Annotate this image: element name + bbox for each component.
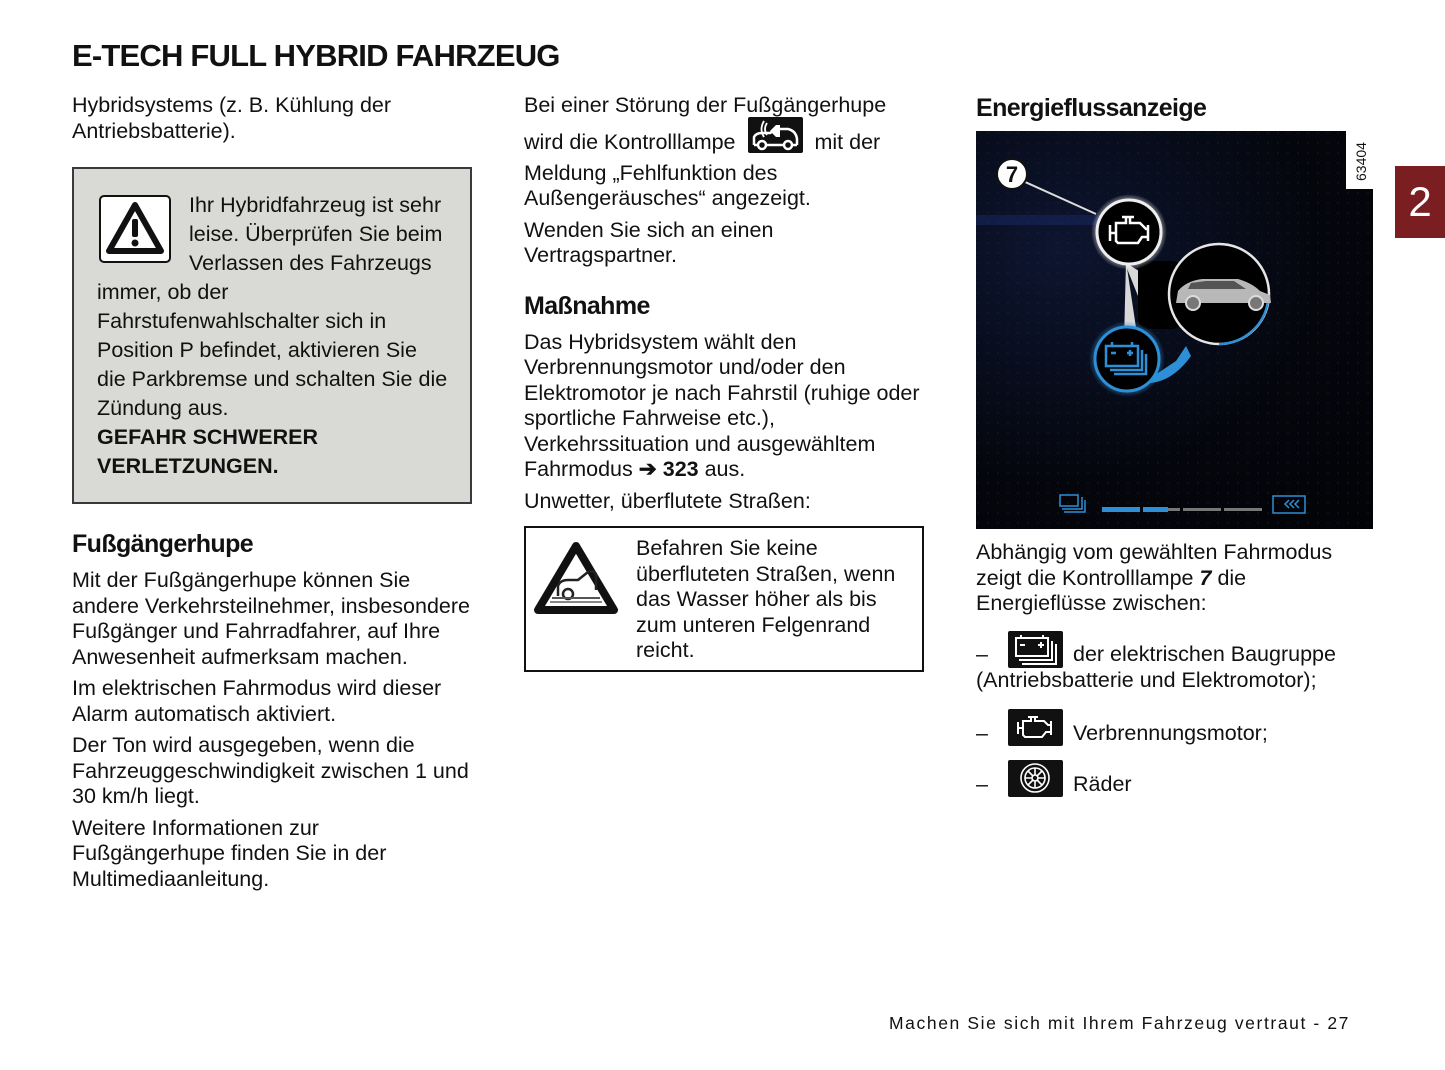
- section-heading-energy-flow: Energieflussanzeige: [976, 94, 1207, 122]
- description-text-end: die Energieflüsse zwischen:: [976, 565, 1247, 615]
- fault-text-after: mit der: [814, 129, 881, 154]
- fault-line-1: Bei einer Störung der Fußgängerhupe: [524, 93, 887, 117]
- paragraph: Der Ton wird ausgegeben, wenn die Fahrzeuggeschwindigkeit zwischen 1 und 30 km/h liegt.: [72, 733, 469, 808]
- battery-pack-icon: [1008, 631, 1063, 668]
- fault-message: Meldung „Fehlfunktion des Außengeräusches“ angezeigt.: [524, 160, 811, 211]
- flood-warning-box: [524, 526, 924, 672]
- measure-paragraph: [524, 330, 924, 483]
- callout-reference: 7: [1199, 565, 1212, 590]
- list-item: [976, 760, 1376, 797]
- paragraph: Mit der Fußgängerhupe können Sie andere Verkehrsteilnehmer, insbesondere Fußgänger und Fahrradfahrer, auf Ihre Anwesenheit aufmerksam machen.: [72, 568, 471, 669]
- list-item-continuation: (Antriebsbatterie und Elektromotor);: [976, 667, 1317, 692]
- warning-emphasis: GEFAHR SCHWERER VERLETZUNGEN.: [97, 425, 318, 478]
- flood-warning-text: Befahren Sie keine überfluteten Straßen, wenn das Wasser höher als bis zum unteren Felgenrand reicht.: [636, 536, 896, 663]
- measure-end: aus.: [704, 457, 746, 482]
- column-2: [524, 93, 924, 672]
- list-item: [976, 709, 1376, 746]
- section-heading-measure: Maßnahme: [524, 291, 650, 320]
- energy-flow-diagram: [976, 131, 1373, 529]
- section-heading-pedestrian-horn: Fußgängerhupe: [72, 530, 254, 558]
- measure-text: Das Hybridsystem wählt den Verbrennungsmotor und/oder den Elektromotor je nach Fahrstil (ruhige oder sportliche Fahrweise etc.), Verkehrssituation und ausgewähltem Fahrmodus: [524, 329, 920, 482]
- chapter-tab[interactable]: 2: [1395, 166, 1445, 238]
- pedestrian-horn-lamp-icon: [748, 117, 803, 153]
- callout-number: 7: [1005, 162, 1019, 187]
- list-item-text: der elektrischen Baugruppe: [1073, 642, 1336, 666]
- safety-warning-box: [72, 167, 472, 504]
- column-3: [976, 93, 1376, 123]
- engine-icon: [1008, 709, 1063, 746]
- paragraph: Im elektrischen Fahrmodus wird dieser Alarm automatisch aktiviert.: [72, 676, 442, 726]
- page-footer: Machen Sie sich mit Ihrem Fahrzeug vertraut - 27: [889, 1013, 1350, 1033]
- paragraph: Weitere Informationen zur Fußgängerhupe finden Sie in der Multimediaanleitung.: [72, 815, 387, 891]
- wheel-icon: [1008, 760, 1063, 797]
- image-code: 63404: [1353, 142, 1369, 181]
- list-item: [976, 631, 1376, 668]
- warning-text: Ihr Hybridfahrzeug ist sehr leise. Überprüfen Sie beim Verlassen des Fahrzeugs immer, ob der Fahrstufenwahlschalter sich in Position P befindet, aktivieren Sie die Parkbremse und schalten Sie die Zündung aus.: [97, 193, 448, 420]
- intro-text: Hybridsystems (z. B. Kühlung der Antriebsbatterie).: [72, 93, 392, 143]
- column-3-body: [976, 540, 1376, 797]
- list-dash: –: [976, 720, 988, 745]
- list-dash: –: [976, 771, 988, 796]
- column-1: [72, 93, 472, 898]
- list-item-text: Räder: [1073, 771, 1132, 796]
- arrow-right-icon: ➔: [638, 457, 657, 482]
- description-text: Abhängig vom gewählten Fahrmodus zeigt die Kontrolllampe: [976, 540, 1333, 590]
- energy-description: [976, 540, 1376, 617]
- page-title: E-TECH FULL HYBRID FAHRZEUG: [72, 38, 560, 73]
- flood-intro: Unwetter, überflutete Straßen:: [524, 488, 811, 513]
- fault-line-2: [524, 123, 924, 161]
- list-item-text: Verbrennungsmotor;: [1073, 720, 1268, 745]
- flooded-road-warning-icon: [534, 536, 620, 664]
- fault-text-before: wird die Kontrolllampe: [524, 129, 736, 154]
- contact-text: Wenden Sie sich an einen Vertragspartner.: [524, 217, 774, 268]
- warning-triangle-icon: [99, 195, 171, 263]
- list-dash: –: [976, 642, 988, 666]
- page-reference-link[interactable]: 323: [662, 457, 699, 482]
